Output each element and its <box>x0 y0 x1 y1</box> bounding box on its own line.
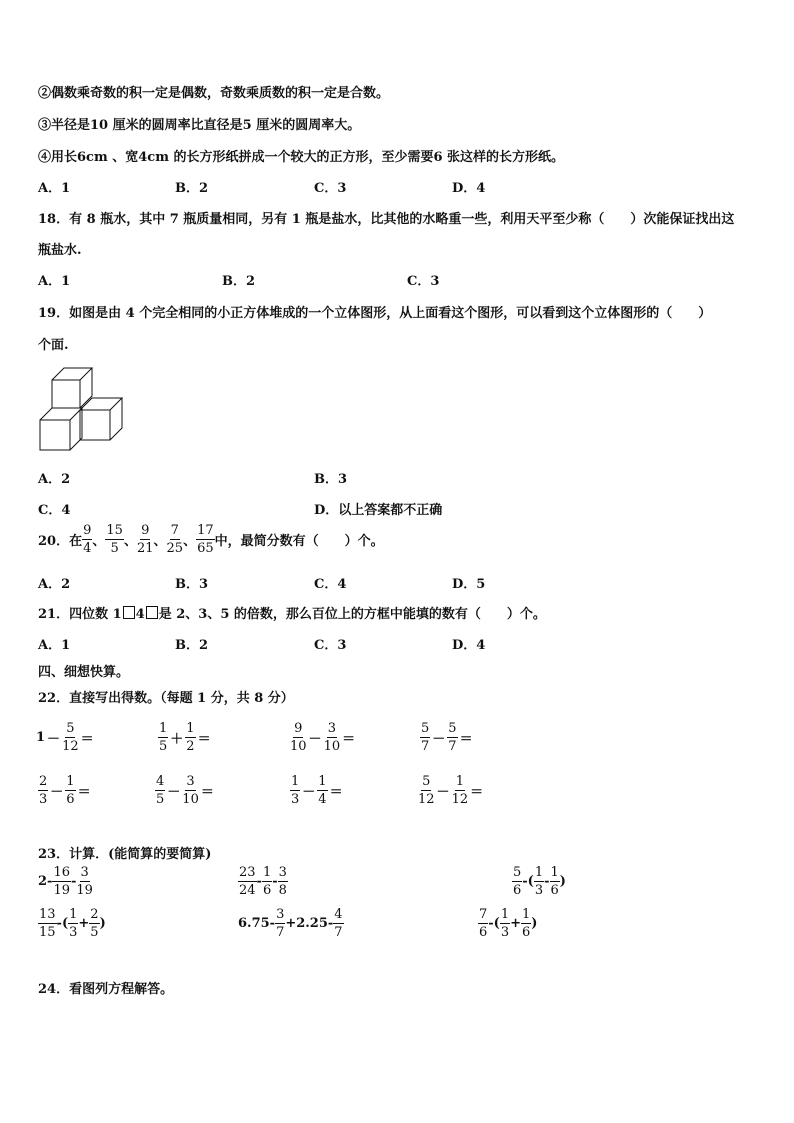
q21-suffix: 是 2、3、5 的倍数，那么百位上的方框中能填的数有（ ）个。 <box>158 607 546 622</box>
q21-mid: 4 <box>135 607 145 622</box>
statement-3: ③半径是10 厘米的圆周率比直径是5 厘米的圆周率大。 <box>38 118 361 133</box>
q22-title: 22．直接写出得数。（每题 1 分，共 8 分） <box>38 691 294 706</box>
q21-option-d[interactable]: D．4 <box>452 638 486 653</box>
q18-question-cont: 瓶盐水. <box>38 243 82 258</box>
q22-expr-3: $\frac{9}{10}$ － $\frac{3}{10}$ ＝ <box>290 721 356 754</box>
q21-option-b[interactable]: B．2 <box>175 638 209 653</box>
q19-option-b[interactable]: B．3 <box>314 472 348 487</box>
cube-stack-figure <box>36 362 130 454</box>
q18-option-c[interactable]: C．3 <box>407 274 440 289</box>
q19-option-c[interactable]: C．4 <box>38 503 71 518</box>
q22-expr-2: $\frac{1}{5}$ ＋ $\frac{1}{2}$ ＝ <box>159 721 211 754</box>
q20-suffix: 中，最简分数有（ ）个。 <box>214 534 384 549</box>
q20-sep: 、 <box>123 534 137 549</box>
q20-option-c[interactable]: C．4 <box>314 577 347 592</box>
statement-4: ④用长6cm 、宽4cm 的长方形纸拼成一个较大的正方形，至少需要6 张这样的长方形纸。 <box>38 150 565 165</box>
section-heading: 四、细想快算。 <box>38 665 130 680</box>
cube-bottom-left-roof <box>40 408 82 420</box>
q18-option-b[interactable]: B．2 <box>222 274 256 289</box>
q22-expr-1: 1 － $\frac{5}{12}$ ＝ <box>36 721 94 754</box>
q20-option-d[interactable]: D．5 <box>452 577 486 592</box>
q19-option-a[interactable]: A．2 <box>38 472 71 487</box>
cube-top-front <box>52 380 80 408</box>
q23-expr-3: $\frac{5}{6}$ -( $\frac{1}{3}$ - $\frac{1}{6}$ ) <box>513 865 566 898</box>
q23-title: 23．计算．(能简算的要简算) <box>38 847 212 862</box>
q19-option-d[interactable]: D．以上答案都不正确 <box>314 503 443 518</box>
q17-option-d[interactable]: D．4 <box>452 181 486 196</box>
q20-sep: 、 <box>183 534 197 549</box>
q17-option-a[interactable]: A．1 <box>38 181 71 196</box>
q20-fraction-4: $\frac{7}{25}$ <box>166 523 184 556</box>
q23-expr-5: 6.75- $\frac{3}{7}$ +2.25- $\frac{4}{7}$ <box>238 907 343 940</box>
q20-question <box>38 524 384 555</box>
q20-fraction-5: $\frac{17}{65}$ <box>197 523 214 556</box>
q23-expr-4: $\frac{13}{15}$ -( $\frac{1}{3}$ + $\frac{2}{5}$ ) <box>39 907 106 940</box>
q23-expr-2: $\frac{23}{24}$ - $\frac{1}{6}$ - $\frac{3}{8}$ <box>239 865 287 898</box>
q20-sep: 、 <box>153 534 167 549</box>
q22-expr-6: $\frac{4}{5}$ － $\frac{3}{10}$ ＝ <box>156 774 214 807</box>
q22-expr-4: $\frac{5}{7}$ － $\frac{5}{7}$ ＝ <box>421 721 473 754</box>
q19-question: 19．如图是由 4 个完全相同的小正方体堆成的一个立体图形，从上面看这个图形，可以看到这个立体图形的（ ） <box>38 306 712 321</box>
q20-fraction-1: $\frac{9}{4}$ <box>83 523 92 556</box>
q20-sep: 、 <box>92 534 106 549</box>
cube-top-roof <box>52 368 92 380</box>
blank-box-icon[interactable] <box>123 606 135 619</box>
q23-expr-6: $\frac{7}{6}$ -( $\frac{1}{3}$ + $\frac{1}{6}$ ) <box>479 907 538 940</box>
q20-option-a[interactable]: A．2 <box>38 577 71 592</box>
q20-option-b[interactable]: B．3 <box>175 577 209 592</box>
q18-option-a[interactable]: A．1 <box>38 274 71 289</box>
blank-box-icon[interactable] <box>146 606 158 619</box>
cube-bottom-right-front <box>80 410 110 440</box>
cube-bottom-right-roof <box>80 398 122 410</box>
q22-expr-5: $\frac{2}{3}$ － $\frac{1}{6}$ ＝ <box>39 774 91 807</box>
q17-option-b[interactable]: B．2 <box>175 181 209 196</box>
q20-fraction-3: $\frac{9}{21}$ <box>136 523 154 556</box>
q18-question: 18．有 8 瓶水，其中 7 瓶质量相同，另有 1 瓶是盐水，比其他的水略重一些，利用天平至少称（ ）次能保证找出这 <box>38 212 735 227</box>
q24-title: 24．看图列方程解答。 <box>38 982 174 997</box>
q22-expr-7: $\frac{1}{3}$ － $\frac{1}{4}$ ＝ <box>291 774 343 807</box>
q20-prefix: 20．在 <box>38 534 83 549</box>
q20-fraction-2: $\frac{15}{5}$ <box>106 523 123 556</box>
q22-expr-8: $\frac{5}{12}$ － $\frac{1}{12}$ ＝ <box>418 774 484 807</box>
q19-question-cont: 个面. <box>38 338 69 353</box>
q21-option-c[interactable]: C．3 <box>314 638 347 653</box>
cube-bottom-left-front <box>40 420 70 450</box>
q17-option-c[interactable]: C．3 <box>314 181 347 196</box>
q21-question <box>38 603 546 622</box>
statement-2: ②偶数乘奇数的积一定是偶数，奇数乘质数的积一定是合数。 <box>38 86 390 101</box>
q21-option-a[interactable]: A．1 <box>38 638 71 653</box>
q21-prefix: 21．四位数 1 <box>38 607 122 622</box>
q23-expr-1: 2- $\frac{16}{19}$ - $\frac{3}{19}$ <box>38 865 93 898</box>
